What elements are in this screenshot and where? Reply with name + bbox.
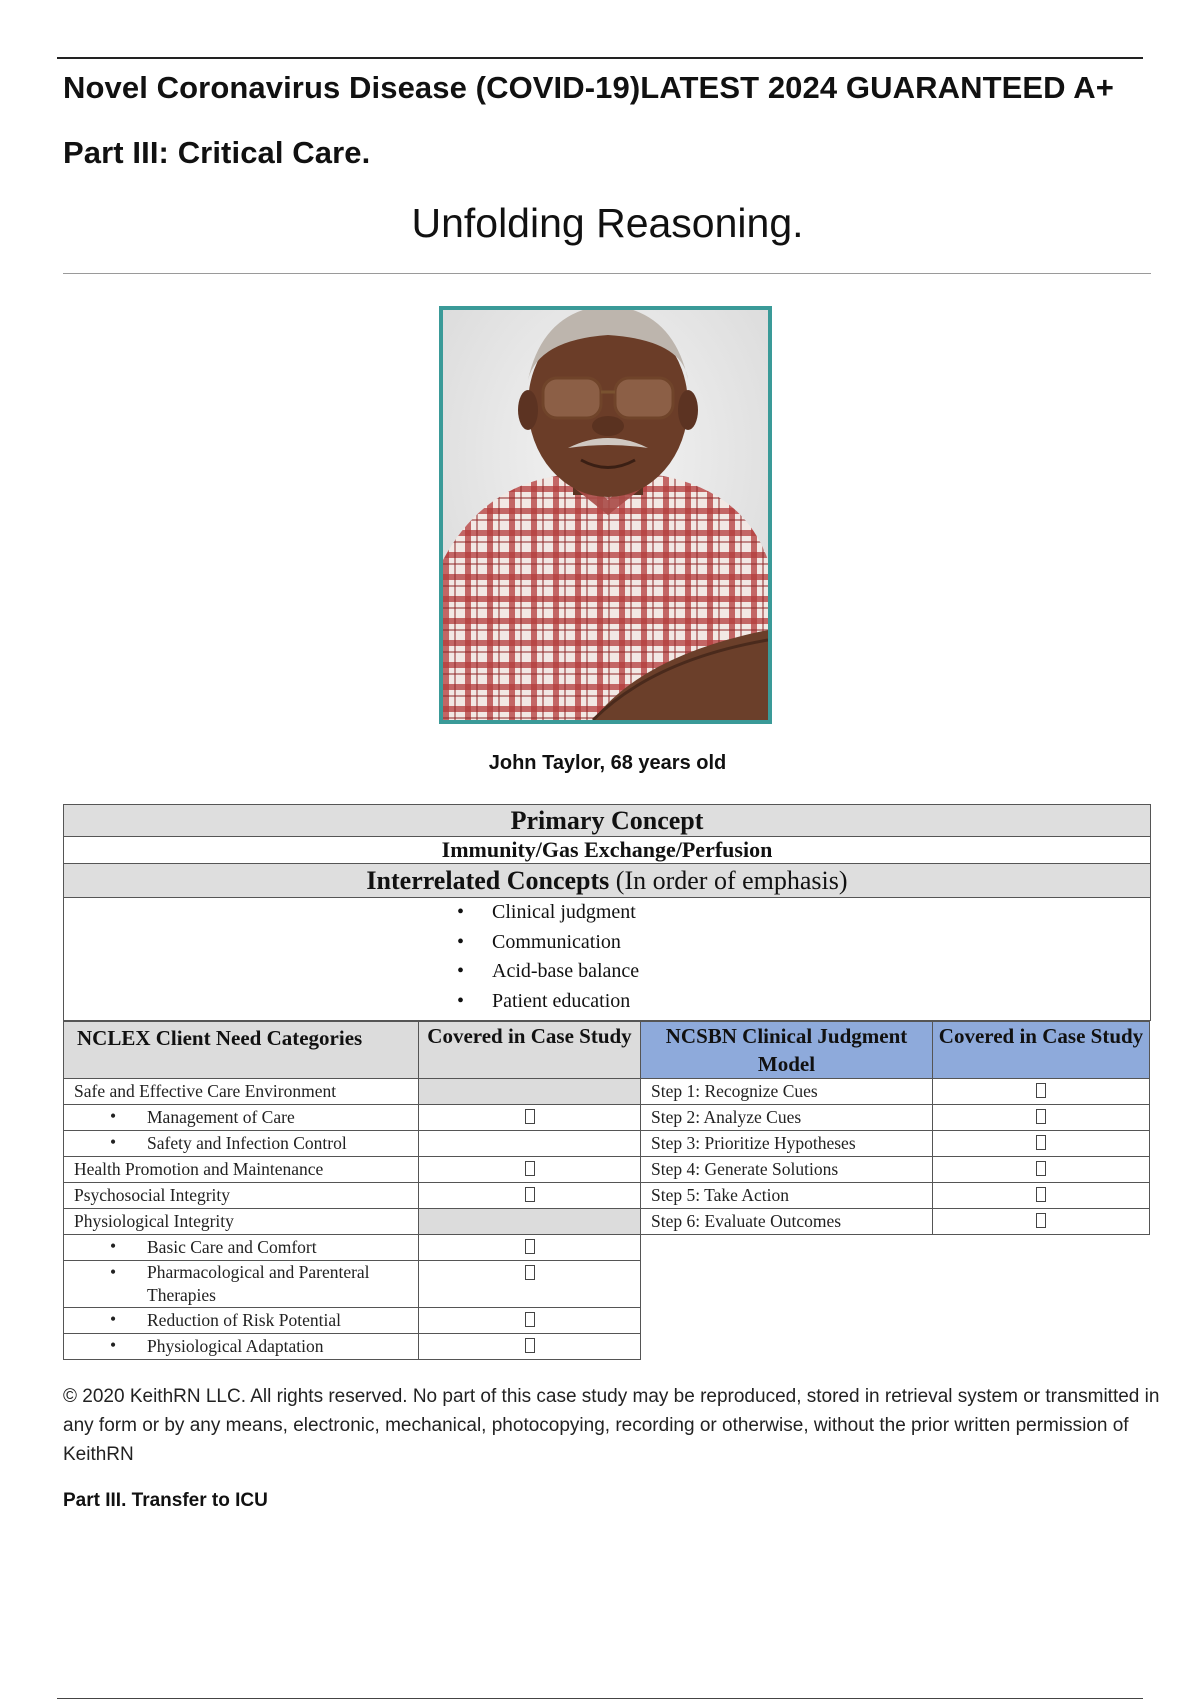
concept-box xyxy=(63,804,1151,1021)
ncsbn-covered-cell xyxy=(933,1183,1150,1209)
nclex-category xyxy=(64,1308,419,1334)
nclex-covered-cell xyxy=(419,1261,641,1308)
table-row xyxy=(64,1157,1150,1183)
nclex-category-label: Health Promotion and Maintenance xyxy=(74,1159,324,1179)
top-rule xyxy=(57,57,1143,59)
table-row xyxy=(64,1209,1150,1235)
interrelated-concepts-header xyxy=(63,864,1151,898)
ncsbn-step: Step 4: Generate Solutions xyxy=(641,1157,933,1183)
nclex-covered-cell xyxy=(419,1183,641,1209)
table-row xyxy=(64,1079,1150,1105)
document-subtitle: Part III: Critical Care. xyxy=(63,135,371,170)
checkbox-icon[interactable] xyxy=(1036,1109,1046,1124)
nclex-category xyxy=(64,1235,419,1261)
section-label: Part III. Transfer to ICU xyxy=(63,1490,268,1511)
nclex-covered-cell xyxy=(419,1308,641,1334)
table-row xyxy=(64,1261,1150,1308)
nclex-covered-cell xyxy=(419,1079,641,1105)
heading-divider xyxy=(63,273,1151,274)
empty-cell xyxy=(641,1308,933,1334)
nclex-covered-cell xyxy=(419,1235,641,1261)
empty-cell xyxy=(641,1235,933,1261)
ncsbn-covered-cell xyxy=(933,1131,1150,1157)
bullet-icon: • xyxy=(110,1262,117,1282)
nclex-category xyxy=(64,1209,419,1235)
copyright-notice: © 2020 KeithRN LLC. All rights reserved. No part of this case study may be reproduced, stored in retrieval system or transmitted in any form or by any means, electronic, mechanical, photocopying, recording or otherwise, without the prior written permission of KeithRN xyxy=(63,1386,1160,1465)
empty-cell xyxy=(641,1334,933,1360)
nclex-category-label: Safety and Infection Control xyxy=(147,1133,347,1153)
checkbox-icon[interactable] xyxy=(1036,1213,1046,1228)
bottom-rule xyxy=(57,1698,1143,1699)
patient-photo xyxy=(439,306,772,724)
checkbox-icon[interactable] xyxy=(1036,1135,1046,1150)
nclex-category xyxy=(64,1105,419,1131)
ncsbn-header: NCSBN Clinical Judgment Model xyxy=(641,1022,933,1079)
ncsbn-covered-cell xyxy=(933,1209,1150,1235)
nclex-covered-cell xyxy=(419,1105,641,1131)
empty-cell xyxy=(641,1261,933,1308)
list-item: • Clinical judgment xyxy=(457,898,639,928)
table-row xyxy=(64,1235,1150,1261)
covered-right-header: Covered in Case Study xyxy=(933,1022,1150,1079)
covered-left-header: Covered in Case Study xyxy=(419,1022,641,1079)
patient-caption: John Taylor, 68 years old xyxy=(488,752,727,774)
checkbox-icon[interactable] xyxy=(525,1338,535,1353)
nclex-header: NCLEX Client Need Categories xyxy=(64,1022,419,1079)
nclex-category-label: Psychosocial Integrity xyxy=(74,1185,231,1205)
nclex-category xyxy=(64,1261,419,1308)
empty-cell xyxy=(933,1261,1150,1308)
checkbox-icon[interactable] xyxy=(525,1187,535,1202)
ncsbn-covered-cell xyxy=(933,1157,1150,1183)
ncsbn-step: Step 2: Analyze Cues xyxy=(641,1105,933,1131)
primary-concept-label: Primary Concept xyxy=(63,804,1151,837)
ncsbn-covered-cell xyxy=(933,1105,1150,1131)
empty-cell xyxy=(933,1308,1150,1334)
table-row xyxy=(64,1308,1150,1334)
interrelated-concepts-list xyxy=(63,898,1151,1021)
nclex-category-label: Basic Care and Comfort xyxy=(147,1237,317,1257)
ncsbn-step: Step 5: Take Action xyxy=(641,1183,933,1209)
ncsbn-step: Step 1: Recognize Cues xyxy=(641,1079,933,1105)
table-header-row xyxy=(64,1022,1150,1079)
nclex-category xyxy=(64,1079,419,1105)
coverage-table xyxy=(63,1021,1150,1360)
checkbox-icon[interactable] xyxy=(1036,1083,1046,1098)
ncsbn-covered-cell xyxy=(933,1079,1150,1105)
empty-cell xyxy=(933,1334,1150,1360)
checkbox-icon[interactable] xyxy=(525,1109,535,1124)
interrelated-concepts-label: Interrelated Concepts xyxy=(366,866,610,895)
nclex-category xyxy=(64,1131,419,1157)
checkbox-icon[interactable] xyxy=(525,1265,535,1280)
nclex-category xyxy=(64,1183,419,1209)
nclex-covered-cell xyxy=(419,1334,641,1360)
empty-cell xyxy=(933,1235,1150,1261)
primary-concept-value: Immunity/Gas Exchange/Perfusion xyxy=(63,837,1151,864)
ncsbn-step: Step 6: Evaluate Outcomes xyxy=(641,1209,933,1235)
bullet-icon: • xyxy=(110,1309,117,1329)
checkbox-icon[interactable] xyxy=(1036,1161,1046,1176)
nclex-category-label: Management of Care xyxy=(147,1107,295,1127)
nclex-category-label: Physiological Adaptation xyxy=(147,1336,324,1356)
bullet-icon: • xyxy=(110,1335,117,1355)
nclex-covered-cell xyxy=(419,1209,641,1235)
table-row xyxy=(64,1131,1150,1157)
document-heading: Unfolding Reasoning. xyxy=(411,200,804,246)
nclex-covered-cell xyxy=(419,1131,641,1157)
list-item: • Patient education xyxy=(457,987,639,1017)
bullet-icon: • xyxy=(110,1106,117,1126)
table-row xyxy=(64,1334,1150,1360)
nclex-category-label: Safe and Effective Care Environment xyxy=(74,1081,337,1101)
bullet-icon: • xyxy=(110,1236,117,1256)
table-row xyxy=(64,1183,1150,1209)
document-title: Novel Coronavirus Disease (COVID-19)LATEST 2024 GUARANTEED A+ xyxy=(63,70,1114,105)
nclex-category-label: Pharmacological and Parenteral Therapies xyxy=(147,1262,370,1305)
ncsbn-step: Step 3: Prioritize Hypotheses xyxy=(641,1131,933,1157)
table-row xyxy=(64,1105,1150,1131)
list-item: • Communication xyxy=(457,928,639,958)
list-item: • Acid-base balance xyxy=(457,957,639,987)
nclex-category-label: Reduction of Risk Potential xyxy=(147,1310,341,1330)
interrelated-concepts-note: (In order of emphasis) xyxy=(615,866,848,895)
nclex-category xyxy=(64,1334,419,1360)
nclex-category-label: Physiological Integrity xyxy=(74,1211,234,1231)
checkbox-icon[interactable] xyxy=(525,1312,535,1327)
checkbox-icon[interactable] xyxy=(525,1161,535,1176)
bullet-icon: • xyxy=(110,1132,117,1152)
checkbox-icon[interactable] xyxy=(525,1239,535,1254)
checkbox-icon[interactable] xyxy=(1036,1187,1046,1202)
nclex-covered-cell xyxy=(419,1157,641,1183)
nclex-category xyxy=(64,1157,419,1183)
